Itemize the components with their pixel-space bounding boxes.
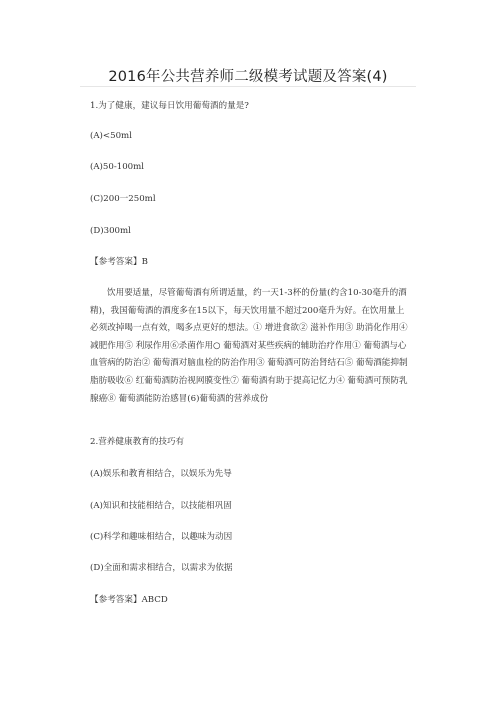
- question-2-stem: 2.营养健康教育的技巧有: [90, 437, 185, 447]
- question-2-option-c: (C)科学和趣味相结合，以趣味为动因: [90, 532, 233, 542]
- question-2-option-a: (A)娱乐和教育相结合，以娱乐为先导: [90, 469, 232, 479]
- question-2-option-d: (D)全面和需求相结合，以需求为依据: [90, 563, 233, 573]
- question-1-option-b: (A)50-100ml: [90, 162, 145, 172]
- question-2-option-b: (A)知识和技能相结合，以技能相巩固: [90, 501, 232, 511]
- question-1-option-c: (C)200一250ml: [90, 194, 156, 204]
- document-title: 2016年公共营养师二级模考试题及答案(4): [108, 69, 388, 85]
- question-1-option-d: (D)300ml: [90, 226, 131, 236]
- question-1-explanation: 饮用要适量，尽管葡萄酒有所谓适量，约一天1-3杯的份量(约含10-30毫升的酒精)，我国葡萄酒的酒度多在15以下，每天饮用量不超过200毫升为好。在饮用量上必须改掉喝一点有效，喝多点更好的想法。① 增进食欲② 滋补作用③ 助消化作用④ 减肥作用⑤ 利尿作用⑥杀菌作用○ 葡萄酒对某些疾病的辅助治疗作用① 葡萄酒与心血管病的防治② 葡萄酒对脑血栓的防治作用③ 葡萄酒可防治肾结石⑤ 葡萄酒能抑制脂肪吸收⑥ 红葡萄酒防治视网膜变性⑦ 葡萄酒有助于提高记忆力④ 葡萄酒可预防乳腺癌⑧ 葡萄酒能防治感冒(6)葡萄酒的营养成份: [90, 288, 408, 404]
- question-1-stem: 1.为了健康，建议每日饮用葡萄酒的量是?: [90, 101, 249, 111]
- question-1-option-a: (A)<50ml: [90, 131, 132, 141]
- question-1-answer: 【参考答案】B: [90, 257, 148, 267]
- question-2-answer: 【参考答案】ABCD: [90, 595, 168, 605]
- title-divider: [80, 86, 416, 87]
